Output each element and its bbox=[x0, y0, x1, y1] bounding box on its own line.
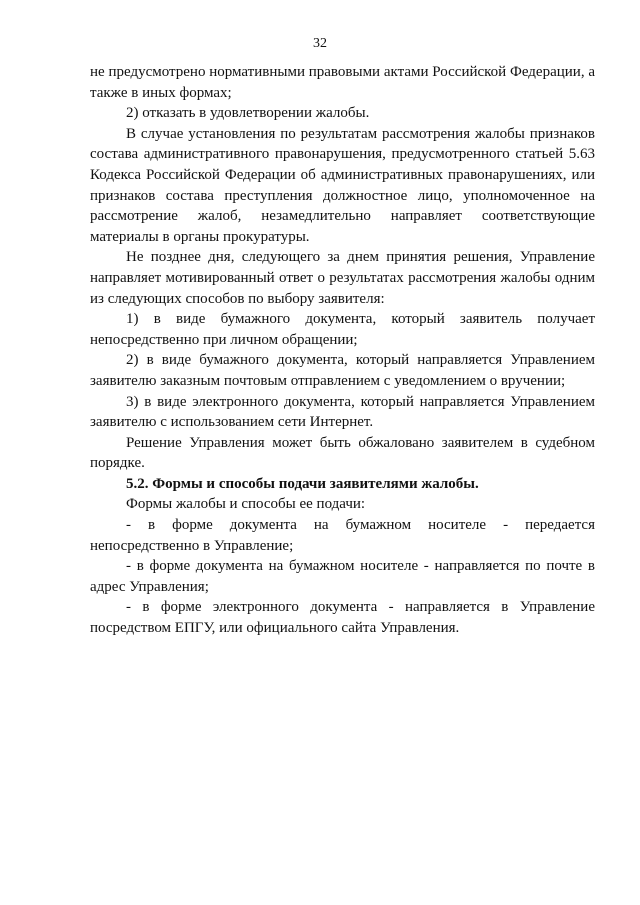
document-body bbox=[90, 62, 595, 639]
paragraph-continuation: не предусмотрено нормативными правовыми актами Российской Федерации, а также в иных формах; bbox=[90, 64, 595, 101]
list-item-electronic: - в форме электронного документа - направляется в Управление посредством ЕПГУ, или официального сайта Управления. bbox=[90, 599, 595, 637]
paragraph-court-appeal: Решение Управления может быть обжаловано заявителем в судебном порядке. bbox=[90, 434, 595, 472]
paragraph-option-paper-personal: 1) в виде бумажного документа, который заявитель получает непосредственно при личном обращении; bbox=[90, 311, 595, 348]
section-heading: 5.2. Формы и способы подачи заявителями жалобы. bbox=[126, 475, 479, 492]
list-item-paper-direct: - в форме документа на бумажном носителе - передается непосредственно в Управление; bbox=[90, 517, 595, 554]
paragraph-forms-intro: Формы жалобы и способы ее подачи: bbox=[126, 496, 366, 513]
paragraph-option-electronic: 3) в виде электронного документа, который направляется Управлением заявителю с использованием сети Интернет. bbox=[90, 393, 595, 431]
paragraph-violation-signs: В случае установления по результатам рассмотрения жалобы признаков состава административного правонарушения, предусмотренного статьей 5.63 Кодекса Российской Федерации об административных правонарушениях, или признаков состава преступления должностное лицо, уполномоченное на рассмотрение жалоб, незамедлительно направляет соответствующие материалы в органы прокуратуры. bbox=[90, 125, 595, 245]
paragraph-refusal: 2) отказать в удовлетворении жалобы. bbox=[126, 105, 370, 122]
paragraph-response-deadline: Не позднее дня, следующего за днем принятия решения, Управление направляет мотивированный ответ о результатах рассмотрения жалобы одним из следующих способов по выбору заявителя: bbox=[90, 249, 595, 307]
list-item-paper-post: - в форме документа на бумажном носителе - направляется по почте в адрес Управления; bbox=[90, 558, 595, 595]
paragraph-option-paper-mail: 2) в виде бумажного документа, который направляется Управлением заявителю заказным почтовым отправлением с уведомлением о вручении; bbox=[90, 352, 595, 389]
page-number: 32 bbox=[313, 36, 327, 51]
